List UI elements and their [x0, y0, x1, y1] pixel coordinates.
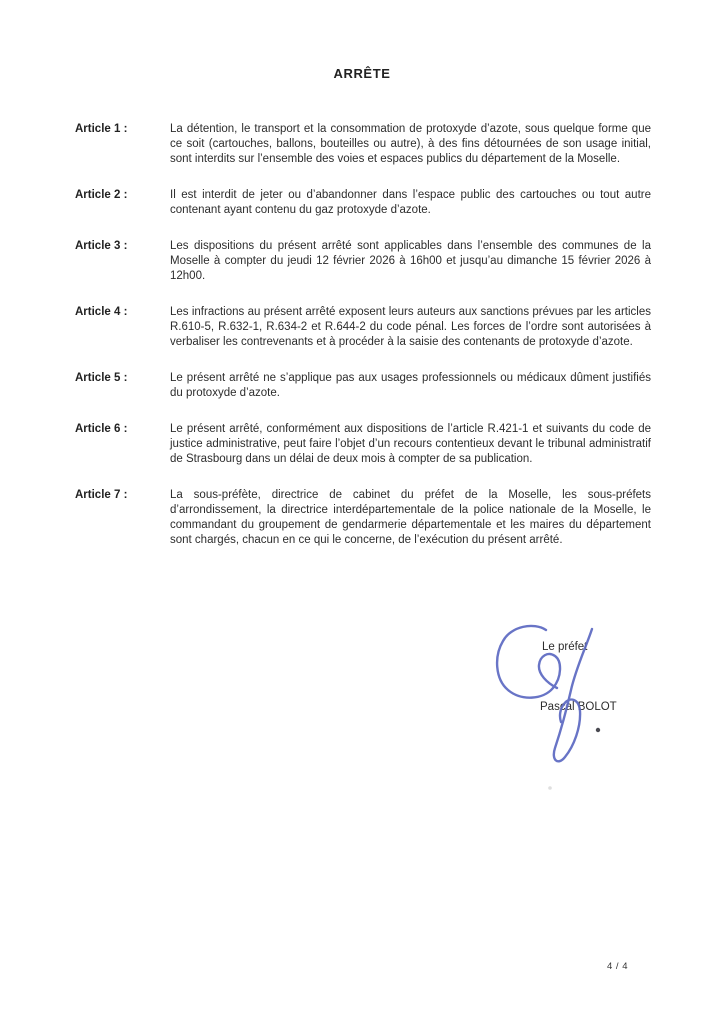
- signature-name: Pascal BOLOT: [540, 701, 617, 713]
- article-label: Article 2 :: [75, 189, 128, 201]
- article-3: [0, 239, 724, 284]
- signature-loop-stroke: [497, 626, 560, 698]
- article-2: [0, 188, 724, 218]
- article-4: [0, 305, 724, 350]
- article-label: Article 3 :: [75, 240, 128, 252]
- article-5: [0, 371, 724, 401]
- article-text: La sous-préfète, directrice de cabinet du préfet de la Moselle, les sous-préfets d’arrondissement, la directrice interdépartementale de la police nationale de la Moselle, le commandant du groupement de gendarmerie départementale et les maires du département sont chargés, chacun en ce qui le concerne, de l’exécution du présent arrêté.: [170, 489, 651, 546]
- article-text: Il est interdit de jeter ou d’abandonner dans l’espace public des cartouches ou tout autre contenant ayant contenu du gaz protoxyde d’azote.: [170, 189, 651, 216]
- article-label: Article 1 :: [75, 123, 128, 135]
- article-label: Article 5 :: [75, 372, 128, 384]
- signature-role-label: Le préfet: [542, 641, 588, 653]
- faint-smudge: [548, 786, 552, 790]
- article-text: Le présent arrêté, conformément aux dispositions de l’article R.421-1 et suivants du code de justice administrative, peut faire l’objet d’un recours contentieux devant le tribunal administratif de Strasbourg dans un délai de deux mois à compter de sa publication.: [170, 423, 651, 465]
- article-text: La détention, le transport et la consommation de protoxyde d’azote, sous quelque forme que ce soit (cartouches, ballons, bouteilles ou autre), à des fins détournées de son usage initial, sont interdits sur l’ensemble des voies et espaces publics du département de la Moselle.: [170, 123, 651, 165]
- article-7: [0, 488, 724, 548]
- article-1: [0, 122, 724, 167]
- article-text: Le présent arrêté ne s’applique pas aux usages professionnels ou médicaux dûment justifiés du protoxyde d’azote.: [170, 372, 651, 399]
- article-6: [0, 422, 724, 467]
- page-number: 4 / 4: [607, 961, 628, 972]
- article-label: Article 4 :: [75, 306, 128, 318]
- article-text: Les infractions au présent arrêté exposent leurs auteurs aux sanctions prévues par les articles R.610-5, R.632-1, R.634-2 et R.644-2 du code pénal. Les forces de l’ordre sont autorisées à verbaliser les contrevenants et à procéder à la saisie des contenants de protoxyde d’azote.: [170, 306, 651, 348]
- article-text: Les dispositions du présent arrêté sont applicables dans l’ensemble des communes de la Moselle à compter du jeudi 12 février 2026 à 16h00 et jusqu’au dimanche 15 février 2026 à 12h00.: [170, 240, 651, 282]
- article-label: Article 7 :: [75, 489, 128, 501]
- article-label: Article 6 :: [75, 423, 128, 435]
- document-title: ARRÊTE: [333, 66, 391, 81]
- pen-dot: [596, 728, 600, 732]
